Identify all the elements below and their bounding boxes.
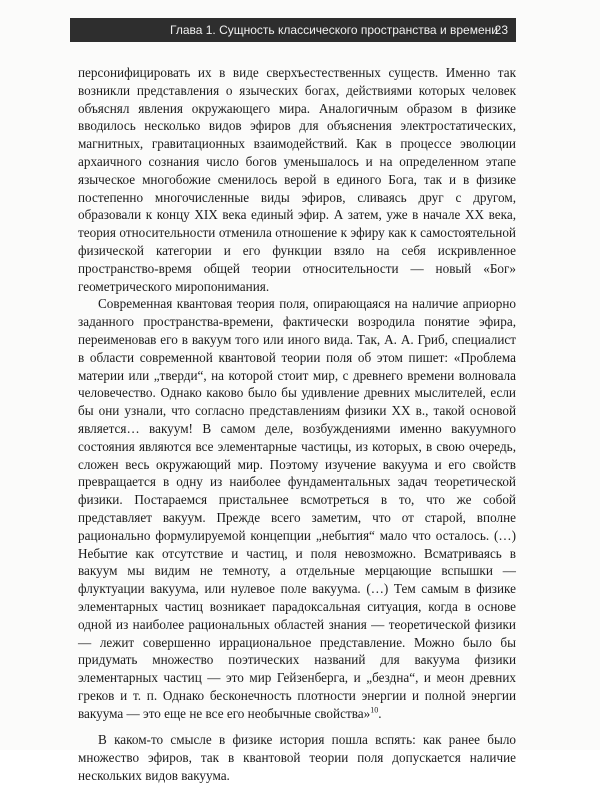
footnote-reference[interactable]: 10 — [370, 705, 379, 715]
paragraph-2-text: Современная квантовая теория поля, опирающаяся на наличие априорно заданного пространства-времени, фактически возродила понятие эфира, переименовав его в вакуум того или иного вида. Так, А. А. Гриб, специалист в области современной квантовой теории поля об этом пишет: «Проблема материи или „тверди“, на которой стоит мир, с древнего времени волновала человечество. Однако каково было бы удивление древних мыслителей, если бы они узнали, что согласно представлениям физики XX в., такой основой является… вакуум! В самом деле, возбуждениями именно вакуумного состояния являются все элементарные частицы, из которых, в свою очередь, сложен весь окружающий мир. Поэтому изучение вакуума и его свойств превращается в одну из наиболее фундаментальных задач теоретической физики. Постараемся пристальнее всмотреться в то, что же собой представляет вакуум. Прежде всего заметим, что от старой, вполне рационально формулируемой концепции „небытия“ мало что осталось. (…) Небытие как отсутствие и частиц, и поля невозможно. Всматриваясь в вакуум мы видим не темноту, а отдельные мерцающие вспышки — флуктуации вакуума, или нулевое поле вакуума. (…) Тем самым в физике элементарных частиц возникает парадоксальная ситуация, когда в основе одной из наиболее рациональных областей знания — теоретической физики — лежит совершенно иррациональное представление. Можно было бы придумать множество поэтических названий для вакуума физики элементарных частиц — это мир Гейзенберга, и „бездна“, и меон древних греков и т. п. Однако бесконечность плотности энергии и полной энергии вакуума — это еще не все его необычные свойства» — [78, 296, 516, 721]
paragraph-2-end-period: . — [378, 705, 382, 721]
page-number: 23 — [494, 23, 508, 37]
paragraph-3: В каком-то смысле в физике история пошла вспять: как ранее было множество эфиров, так в квантовой теории поля допускается наличие нескольких видов вакуума. — [78, 732, 516, 784]
paragraph-2 — [78, 295, 516, 722]
chapter-running-title: Глава 1. Сущность классического пространства и времени — [170, 23, 498, 37]
body-text — [78, 64, 516, 785]
running-header — [70, 18, 516, 42]
paragraph-1: персонифицировать их в виде сверхъестественных существ. Именно так возникли представления о языческих богах, действиями которых человек объяснял явления окружающего мира. Аналогичным образом в физике вводилось несколько видов эфиров для объяснения электростатических, магнитных, гравитационных взаимодействий. Как в процессе эволюции архаичного сознания число богов уменьшалось и на определенном этапе языческое многобожие сменилось верой в единого Бога, так и в физике постепенно многочисленные виды эфиров, сливаясь друг с другом, образовали к концу XIX века единый эфир. А затем, уже в начале XX века, теория относительности отменила отношение к эфиру как к самостоятельной физической категории и его функции взяло на себя искривленное пространство-время общей теории относительности — новый «Бог» геометрического миропонимания. — [78, 65, 516, 294]
